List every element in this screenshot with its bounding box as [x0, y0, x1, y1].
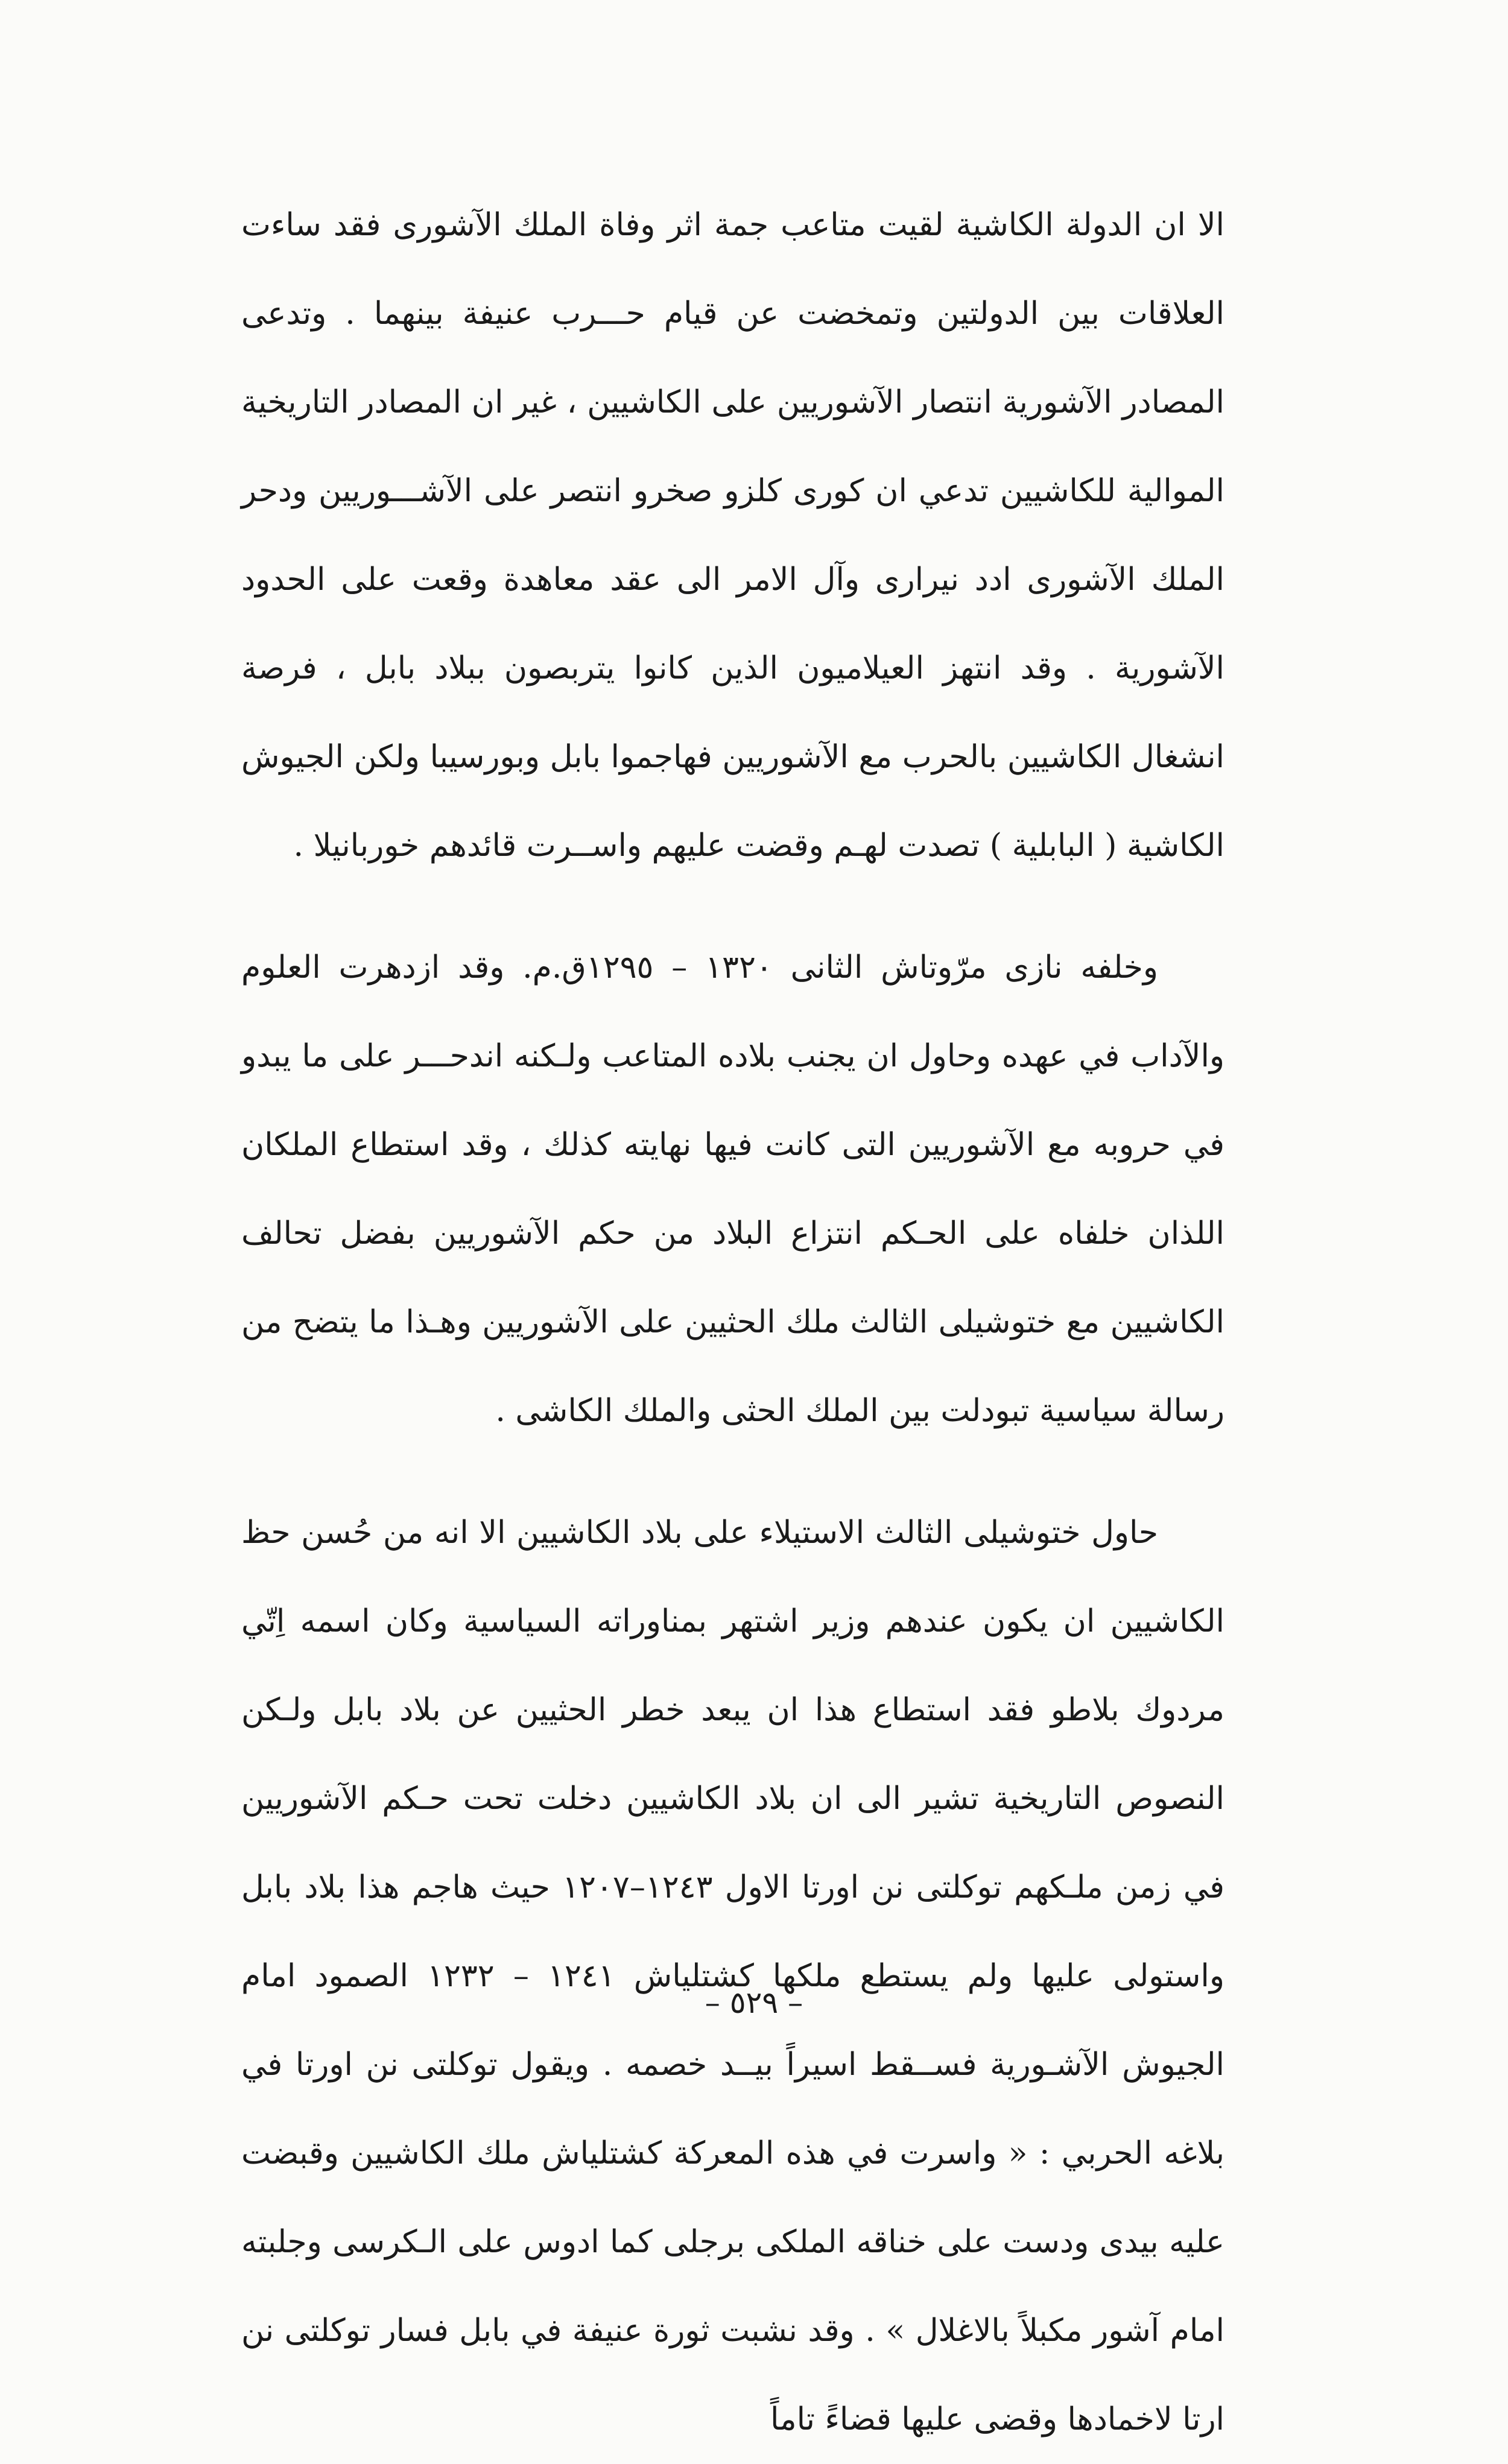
paragraph-gap [241, 890, 1224, 923]
paragraph-2: وخلفه نازى مرّوتاش الثانى ١٣٢٠ – ١٢٩٥ق.م. وقد ازدهرت العلوم والآداب في عهده وحاول ان يجنب بلاده المتاعب ولـكنه اندحـــر على ما يبدو في حروبه مع الآشوريين التى كانت فيها نهايته كذلك ، وقد استطاع الملكان اللذان خلفاه على الحـكم انتزاع البلاد من حكم الآشوريين بفضل تحالف الكاشيين مع ختوشيلى الثالث ملك الحثيين على الآشوريين وهـذا ما يتضح من رسالة سياسية تبودلت بين الملك الحثى والملك الكاشى . [241, 949, 1225, 1429]
body-text [241, 181, 1224, 2464]
paragraph-gap [241, 1455, 1224, 1489]
paragraph-3: حاول ختوشيلى الثالث الاستيلاء على بلاد الكاشيين الا انه من حُسن حظ الكاشيين ان يكون عندهم وزير اشتهر بمناوراته السياسية وكان اسمه اِتّي مردوك بلاطو فقد استطاع هذا ان يبعد خطر الحثيين عن بلاد بابل ولـكن النصوص التاريخية تشير الى ان بلاد الكاشيين دخلت تحت حـكم الآشوريين في زمن ملـكهم توكلتى نن اورتا الاول ١٢٤٣–١٢٠٧ حيث هاجم هذا بلاد بابل واستولى عليها ولم يستطع ملكها كشتلياش ١٢٤١ – ١٢٣٢ الصمود امام الجيوش الآشـورية فســقط اسيراً بيــد خصمه . ويقول توكلتى نن اورتا في بلاغه الحربي : « واسرت في هذه المعركة كشتلياش ملك الكاشيين وقبضت عليه بيدى ودست على خناقه الملكى برجلى كما ادوس على الـكرسى وجلبته امام آشور مكبلاً بالاغلال » . وقد نشبت ثورة عنيفة في بابل فسار توكلتى نن ارتا لاخمادها وقضى عليها قضاءً تاماً [241, 1515, 1224, 2437]
paragraph-1: الا ان الدولة الكاشية لقيت متاعب جمة اثر وفاة الملك الآشورى فقد ساءت العلاقات بين الدولتين وتمخضت عن قيام حـــرب عنيفة بينهما . وتدعى المصادر الآشورية انتصار الآشوريين على الكاشيين ، غير ان المصادر التاريخية الموالية للكاشيين تدعي ان كورى كلزو صخرو انتصر على الآشـــوريين ودحر الملك الآشورى ادد نيرارى وآل الامر الى عقد معاهدة وقعت على الحدود الآشورية . وقد انتهز العيلاميون الذين كانوا يتربصون ببلاد بابل ، فرصة انشغال الكاشيين بالحرب مع الآشوريين فهاجموا بابل وبورسيبا ولكن الجيوش الكاشية ( البابلية ) تصدت لهـم وقضت عليهم واســرت قائدهم خوربانيلا . [241, 207, 1224, 864]
page-number: – ٥٢٩ – [705, 1985, 803, 2020]
